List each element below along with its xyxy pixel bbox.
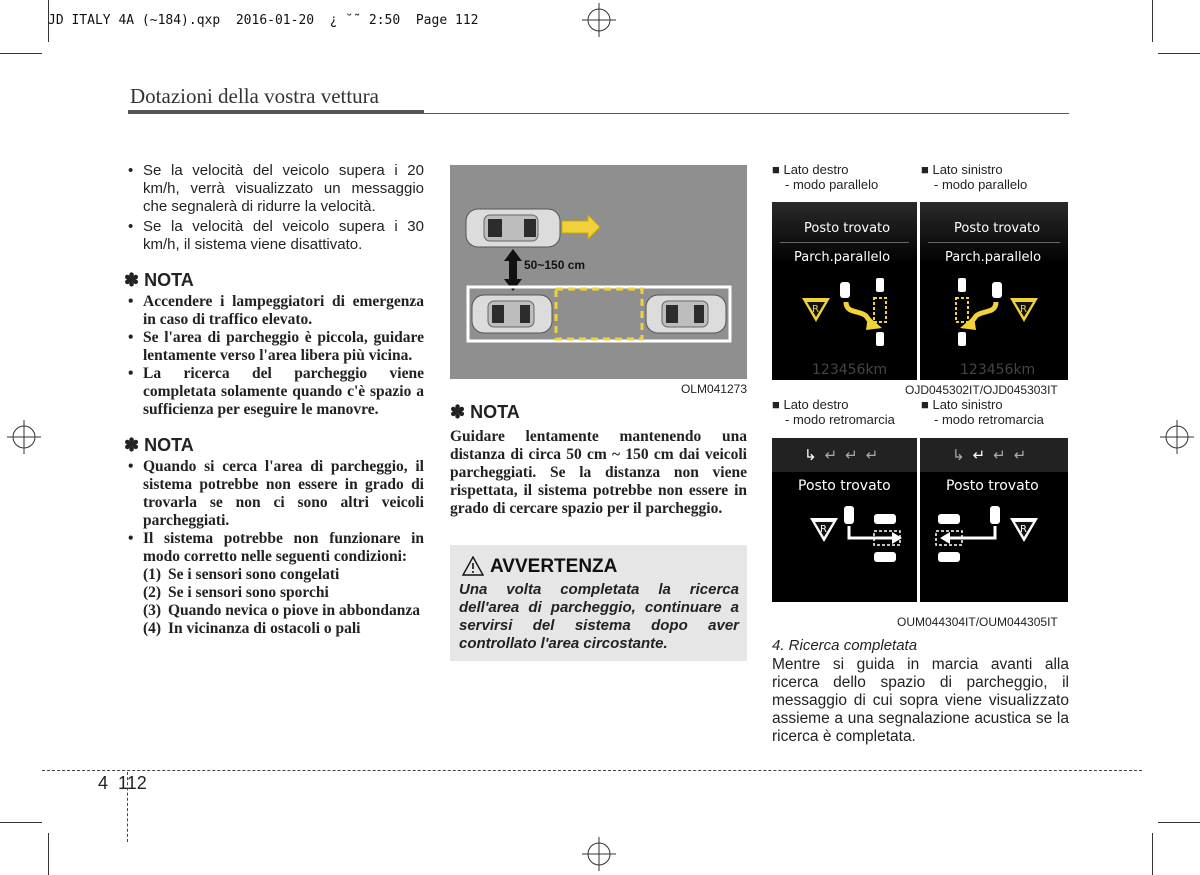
chapter-number: 4	[98, 773, 109, 793]
parked-car-icon	[472, 295, 552, 333]
cluster-display-parallel-left	[920, 202, 1068, 380]
figure-code: OJD045302IT/OJD045303IT	[905, 383, 1058, 397]
display-title: Posto trovato	[804, 221, 891, 236]
crop-mark	[1158, 53, 1200, 54]
page-number-value: 112	[118, 773, 147, 793]
condition-text: In vicinanza di ostacoli o pali	[168, 620, 361, 637]
odometer: 123456km	[960, 362, 1036, 378]
registration-mark-icon	[1160, 420, 1194, 454]
footer-rule	[42, 770, 1142, 771]
condition-number: (4)	[143, 620, 162, 637]
parking-guide-icon	[808, 504, 914, 572]
condition-text: Se i sensori sono sporchi	[168, 584, 329, 601]
condition-text: Quando nevica o piove in abbondanza	[168, 602, 420, 619]
svg-text:R: R	[1020, 304, 1027, 315]
mode-icons: ↳↵↵↵	[952, 446, 1035, 464]
caption-line: ■ Lato sinistro	[921, 162, 1003, 177]
condition-text: Se i sensori sono congelati	[168, 566, 340, 583]
odometer: 123456km	[812, 362, 888, 378]
registration-mark-icon	[582, 3, 616, 37]
figure-caption	[921, 162, 1069, 192]
figure-caption	[772, 162, 917, 192]
warning-box	[450, 545, 747, 661]
caption-line: - modo retromarcia	[934, 412, 1044, 427]
crop-mark	[0, 53, 42, 54]
parked-car-icon	[646, 295, 726, 333]
moving-car-icon	[466, 209, 560, 247]
column-left	[124, 162, 424, 638]
bullet-item: • Se la velocità del veicolo supera i 20 km/h, verrà visualizzato un messaggio che segnalerà di ridurre la velocità.	[124, 162, 424, 216]
figure-caption	[921, 397, 1069, 427]
page-number	[98, 773, 147, 794]
registration-mark-icon	[7, 420, 41, 454]
caption-line: - modo parallelo	[785, 177, 879, 192]
caption-line: ■ Lato sinistro	[921, 397, 1003, 412]
nota-text: Guidare lentamente mantenendo una distanza di circa 50 cm ~ 150 cm dai veicoli parcheggiati. Se la distanza non viene rispettata, il sistema potrebbe non essere in grado di cercare spazio per il parcheggio.	[450, 428, 747, 517]
distance-label: 50~150 cm	[524, 258, 586, 272]
section-title: Dotazioni della vostra vettura	[130, 84, 379, 108]
direction-arrow-icon	[562, 215, 600, 239]
caption-line: - modo parallelo	[934, 177, 1028, 192]
condition-item	[124, 566, 424, 584]
parking-guide-icon	[932, 504, 1042, 572]
condition-number: (2)	[143, 584, 162, 601]
nota-item: • La ricerca del parcheggio viene completata solamente quando c'è spazio a sufficienza per eseguire le manovre.	[124, 365, 424, 419]
crop-mark	[1152, 0, 1153, 42]
crop-mark	[1152, 833, 1153, 875]
cluster-display-reverse-right	[772, 438, 917, 602]
svg-text:R: R	[820, 524, 827, 535]
crop-mark	[1158, 822, 1200, 823]
display-divider	[780, 242, 909, 243]
condition-item	[124, 620, 424, 638]
condition-item	[124, 584, 424, 602]
cluster-display-reverse-left	[920, 438, 1068, 602]
distance-arrow-icon	[504, 249, 522, 291]
parking-distance-figure	[450, 165, 747, 397]
parking-scene-illustration	[450, 165, 747, 397]
title-rule	[128, 110, 424, 114]
crop-mark	[48, 833, 49, 875]
display-divider	[928, 242, 1060, 243]
figure-caption	[772, 397, 917, 427]
svg-text:R: R	[812, 304, 819, 315]
warning-title: AVVERTENZA	[490, 556, 618, 577]
condition-number: (1)	[143, 566, 162, 583]
condition-number: (3)	[143, 602, 162, 619]
subsection-title: 4. Ricerca completata	[772, 637, 918, 654]
warning-text: Una volta completata la ricerca dell'area di parcheggio, continuare a servirsi del sistema dopo aver controllato l'area circostante.	[459, 581, 739, 652]
nota-item: • Accendere i lampeggiatori di emergenza in caso di traffico elevato.	[124, 293, 424, 329]
nota-item: • Se l'area di parcheggio è piccola, guidare lentamente verso l'area libera più vicina.	[124, 329, 424, 365]
title-rule	[424, 113, 1069, 114]
display-title: Posto trovato	[954, 221, 1041, 236]
condition-item	[124, 602, 424, 620]
subsection-text: Mentre si guida in marcia avanti alla ricerca dello spazio di parcheggio, il messaggio di cui sopra viene visualizzato assieme a una segnalazione acustica se la ricerca è completata.	[772, 656, 1069, 745]
figure-code: OUM044304IT/OUM044305IT	[897, 615, 1058, 629]
registration-mark-icon	[582, 837, 616, 871]
print-file-header: JD ITALY 4A (~184).qxp 2016-01-20 ¿ ˘˜ 2:50 Page 112	[48, 13, 479, 28]
nota-item: • Il sistema potrebbe non funzionare in modo corretto nelle seguenti condizioni:	[124, 530, 424, 566]
caption-line: - modo retromarcia	[785, 412, 895, 427]
cluster-display-parallel-right	[772, 202, 917, 380]
display-title: Posto trovato	[946, 478, 1039, 494]
nota-item: • Quando si cerca l'area di parcheggio, il sistema potrebbe non essere in grado di trovarla se non ci sono altri veicoli parcheggiati.	[124, 458, 424, 530]
nota-heading: ✽ NOTA	[124, 270, 194, 290]
display-title: Posto trovato	[798, 478, 891, 494]
mode-icons: ↳↵↵↵	[804, 446, 887, 464]
svg-text:R: R	[1020, 524, 1027, 535]
figure-code: OLM041273	[680, 382, 747, 396]
nota-heading: ✽ NOTA	[450, 402, 520, 422]
parking-guide-icon	[930, 274, 1050, 354]
display-mode: Parch.parallelo	[945, 250, 1042, 265]
display-mode: Parch.parallelo	[794, 250, 891, 265]
nota-heading: ✽ NOTA	[124, 435, 194, 455]
bullet-item: • Se la velocità del veicolo supera i 30 km/h, il sistema viene disattivato.	[124, 218, 424, 254]
caption-line: ■ Lato destro	[772, 162, 849, 177]
warning-triangle-icon	[462, 556, 484, 576]
parking-guide-icon	[800, 274, 910, 354]
caption-line: ■ Lato destro	[772, 397, 849, 412]
crop-mark	[0, 822, 42, 823]
